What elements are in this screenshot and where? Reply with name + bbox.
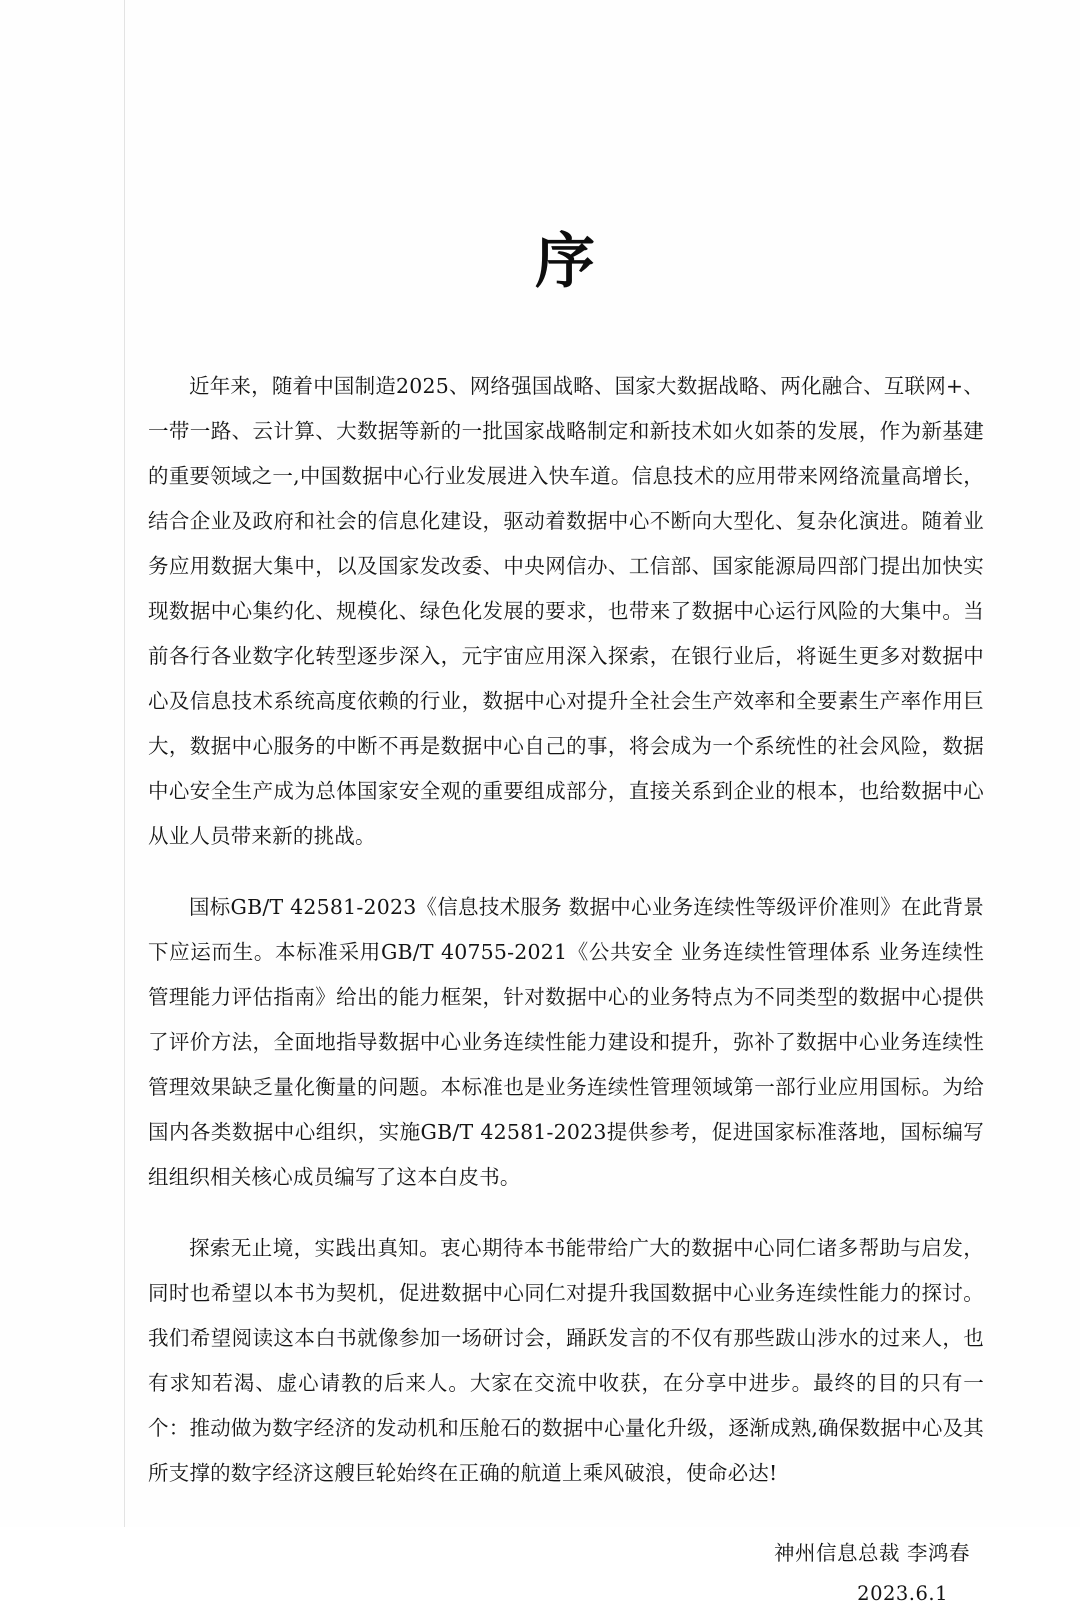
signature-block [148,1532,984,1614]
paragraph: 近年来，随着中国制造2025、网络强国战略、国家大数据战略、两化融合、互联网+、一带一路、云计算、大数据等新的一批国家战略制定和新技术如火如荼的发展，作为新基建的重要领域之一,中国数据中心行业发展进入快车道。信息技术的应用带来网络流量高增长，结合企业及政府和社会的信息化建设，驱动着数据中心不断向大型化、复杂化演进。随着业务应用数据大集中，以及国家发改委、中央网信办、工信部、国家能源局四部门提出加快实现数据中心集约化、规模化、绿色化发展的要求，也带来了数据中心运行风险的大集中。当前各行各业数字化转型逐步深入，元宇宙应用深入探索，在银行业后，将诞生更多对数据中心及信息技术系统高度依赖的行业，数据中心对提升全社会生产效率和全要素生产率作用巨大，数据中心服务的中断不再是数据中心自己的事，将会成为一个系统性的社会风险，数据中心安全生产成为总体国家安全观的重要组成部分，直接关系到企业的根本，也给数据中心从业人员带来新的挑战。 [148,374,984,848]
signature-date: 2023.6.1 [857,1582,948,1605]
paragraph: 国标GB/T 42581-2023《信息技术服务 数据中心业务连续性等级评价准则》在此背景下应运而生。本标准采用GB/T 40755-2021《公共安全 业务连续性管理体系 业务连续性管理能力评估指南》给出的能力框架，针对数据中心的业务特点为不同类型的数据中心提供了评价方法，全面地指导数据中心业务连续性能力建设和提升，弥补了数据中心业务连续性管理效果缺乏量化衡量的问题。本标准也是业务连续性管理领域第一部行业应用国标。为给国内各类数据中心组织，实施GB/T 42581-2023提供参考，促进国家标准落地，国标编写组组织相关核心成员编写了这本白皮书。 [148,895,984,1189]
preface-body [148,364,984,1496]
page-title: 序 [535,227,597,297]
signature-name: 神州信息总裁 李鸿春 [773,1541,970,1565]
paragraph: 探索无止境，实践出真知。衷心期待本书能带给广大的数据中心同仁诸多帮助与启发，同时也希望以本书为契机，促进数据中心同仁对提升我国数据中心业务连续性能力的探讨。我们希望阅读这本白书就像参加一场研讨会，踊跃发言的不仅有那些跋山涉水的过来人，也有求知若渴、虚心请教的后来人。大家在交流中收获，在分享中进步。最终的目的只有一个：推动做为数字经济的发动机和压舱石的数据中心量化升级，逐渐成熟,确保数据中心及其所支撑的数字经济这艘巨轮始终在正确的航道上乘风破浪，使命必达! [148,1236,984,1485]
page-margin-rule [124,0,125,1527]
document-content [148,0,984,1605]
